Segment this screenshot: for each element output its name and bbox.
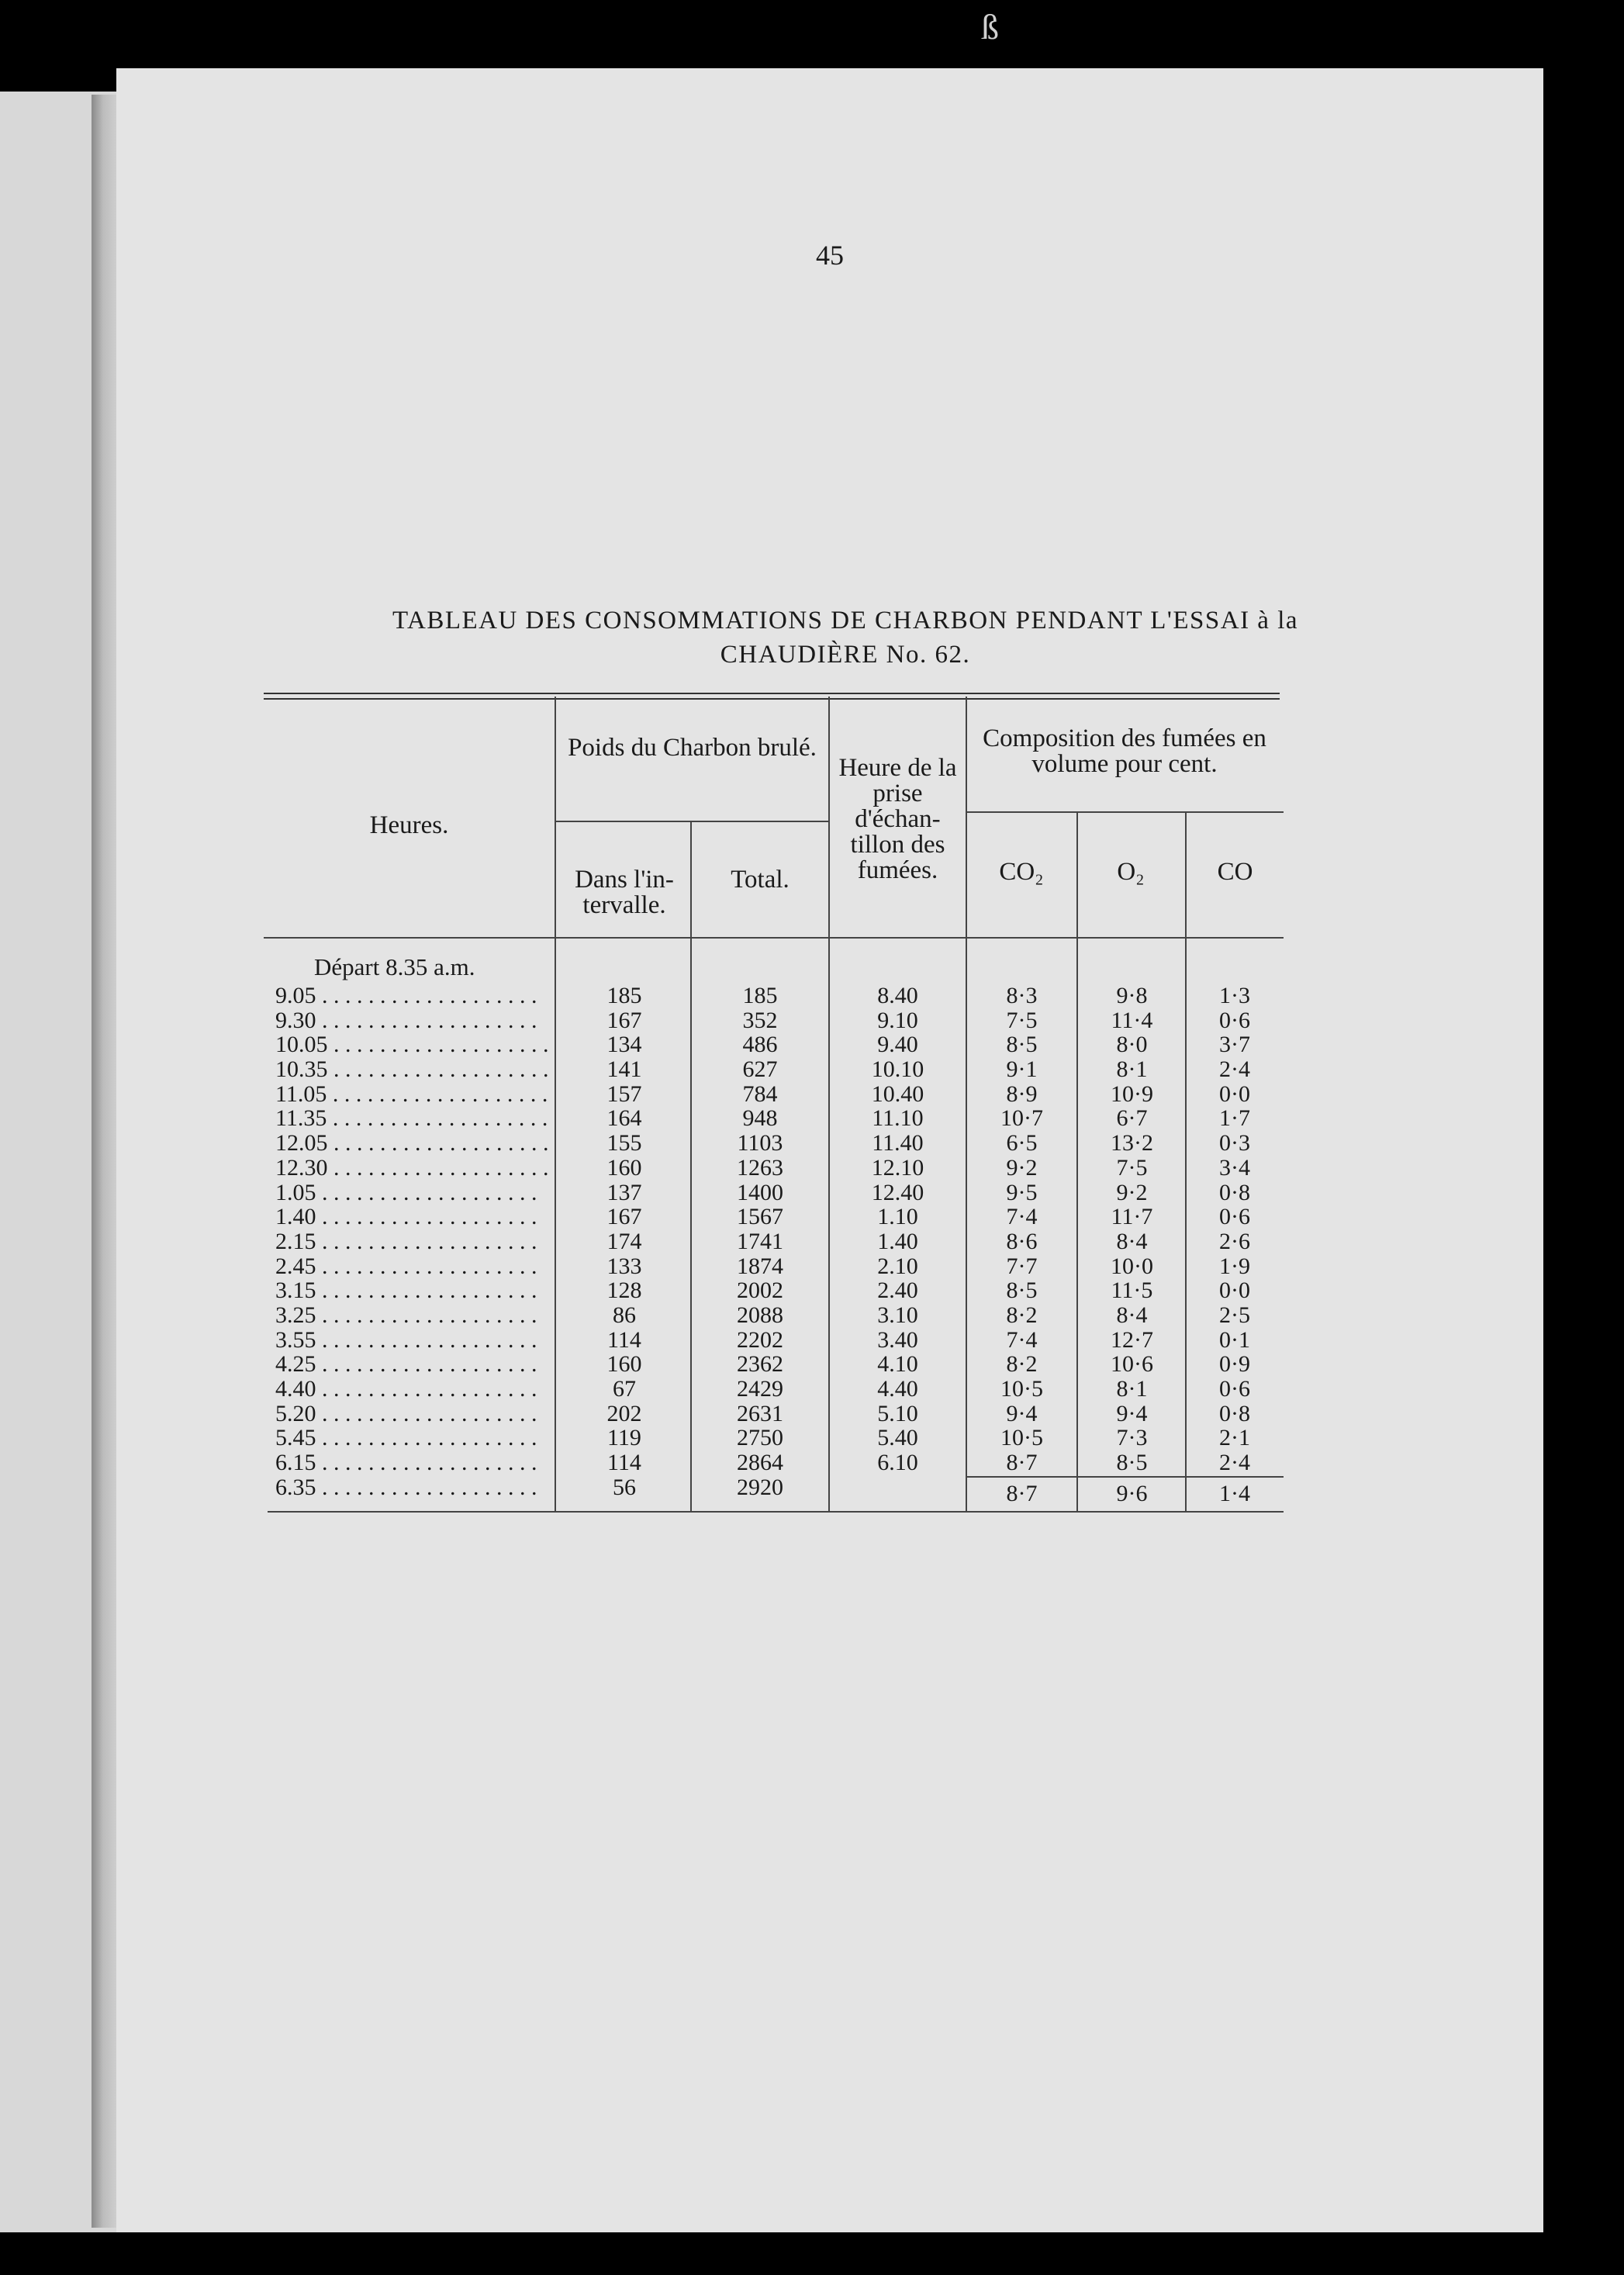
heures-cell: 4.40 . . . . . . . . . . . . . . . . . . . [275,1376,537,1402]
co2-cell: 8·2 [1006,1302,1038,1328]
co2-cell: 8·5 [1006,1278,1038,1304]
dans-intervalle-cell: 114 [607,1326,641,1353]
dans-intervalle-cell: 56 [613,1474,636,1500]
total-cell: 1741 [737,1228,783,1254]
divider [555,697,556,1511]
header-poids: Poids du Charbon brulé. [568,734,817,762]
average-co2: 8·7 [1006,1481,1038,1506]
dans-intervalle-cell: 167 [606,1007,642,1033]
o2-cell: 8·0 [1116,1032,1148,1058]
heure-prise-cell: 2.40 [877,1278,918,1304]
o2-cell: 7·5 [1116,1154,1148,1181]
header-composition: Composition des fumées en volume pour cent. [983,724,1266,778]
heures-cell: 6.15 . . . . . . . . . . . . . . . . . . . [275,1450,537,1476]
o2-cell: 9·4 [1116,1400,1148,1426]
co-cell: 0·9 [1219,1351,1250,1378]
co-cell: 0·6 [1219,1376,1250,1402]
o2-cell: 11·7 [1111,1204,1153,1230]
total-cell: 2362 [737,1351,783,1378]
header-co: CO [1217,858,1253,886]
co-cell: 2·5 [1219,1302,1250,1328]
heures-cell: 6.35 . . . . . . . . . . . . . . . . . . . [275,1474,537,1500]
co-cell: 0·3 [1219,1130,1250,1157]
o2-cell: 8·4 [1116,1228,1148,1254]
co2-cell: 8·5 [1006,1032,1038,1058]
dans-intervalle-cell: 160 [606,1351,642,1378]
dans-intervalle-cell: 86 [613,1302,636,1328]
heures-cell: 10.35 . . . . . . . . . . . . . . . . . . . [275,1056,549,1083]
co-cell: 3·7 [1219,1032,1250,1058]
heure-prise-cell: 3.40 [877,1326,918,1353]
co2-cell: 7·7 [1006,1253,1038,1279]
heure-prise-cell: 8.40 [877,983,918,1008]
dans-intervalle-cell: 167 [606,1204,642,1230]
o2-cell: 8·5 [1116,1450,1148,1476]
average-co: 1·4 [1219,1481,1250,1506]
total-cell: 2631 [737,1400,783,1426]
dans-intervalle-cell: 202 [606,1400,642,1426]
dans-intervalle-cell: 114 [607,1450,641,1476]
document-page [116,68,1543,2232]
co-cell: 2·4 [1219,1450,1250,1476]
o2-cell: 11·5 [1111,1278,1153,1304]
co2-cell: 7·4 [1006,1326,1038,1353]
heures-cell: 9.05 . . . . . . . . . . . . . . . . . . . [275,983,537,1008]
dans-intervalle-cell: 174 [606,1228,642,1254]
o2-cell: 11·4 [1111,1007,1153,1033]
co2-cell: 10·7 [1000,1105,1043,1132]
total-cell: 2088 [737,1302,783,1328]
header-rule [555,821,828,822]
o2-cell: 8·4 [1116,1302,1148,1328]
top-rule-2 [264,698,1280,700]
heures-cell: 3.55 . . . . . . . . . . . . . . . . . . . [275,1326,537,1353]
heures-cell: 9.30 . . . . . . . . . . . . . . . . . . . [275,1007,537,1033]
dans-intervalle-cell: 137 [606,1179,642,1205]
heures-cell: 10.05 . . . . . . . . . . . . . . . . . . . [275,1032,549,1058]
heure-prise-cell: 1.10 [877,1204,918,1230]
o2-cell: 10·0 [1111,1253,1153,1279]
co2-cell: 8·7 [1006,1450,1038,1476]
o2-cell: 8·1 [1116,1376,1148,1402]
total-cell: 627 [742,1056,778,1083]
co2-cell: 8·2 [1006,1351,1038,1378]
heures-cell: 4.25 . . . . . . . . . . . . . . . . . . . [275,1351,537,1378]
header-total: Total. [731,866,790,894]
co-cell: 0·6 [1219,1007,1250,1033]
heure-prise-cell: 2.10 [877,1253,918,1279]
header-dans-intervalle: Dans l'in-tervalle. [575,866,674,919]
corner-mark: ß [981,7,999,47]
table-title [271,603,1419,672]
total-cell: 1874 [737,1253,783,1279]
co-cell: 0·6 [1219,1204,1250,1230]
total-cell: 784 [742,1080,778,1107]
divider [1185,813,1187,1511]
co-cell: 1·9 [1219,1253,1250,1279]
co-cell: 0·8 [1219,1179,1250,1205]
heure-prise-cell: 5.10 [877,1400,918,1426]
heures-cell: 1.40 . . . . . . . . . . . . . . . . . . . [275,1204,537,1230]
dans-intervalle-column [562,984,686,1499]
average-o2: 9·6 [1116,1481,1148,1506]
heures-cell: 3.25 . . . . . . . . . . . . . . . . . . . [275,1302,537,1328]
heure-prise-cell: 9.10 [877,1007,918,1033]
divider [828,697,830,1511]
title-line-2: CHAUDIÈRE No. 62. [720,641,971,669]
heure-prise-column [834,984,962,1475]
co-cell: 0·1 [1219,1326,1250,1353]
heure-prise-cell: 11.10 [872,1105,924,1132]
heure-prise-cell: 4.10 [877,1351,918,1378]
o2-cell: 6·7 [1116,1105,1148,1132]
total-cell: 1400 [737,1179,783,1205]
average-rule [966,1476,1284,1478]
co-cell: 2·6 [1219,1228,1250,1254]
total-cell: 2429 [737,1376,783,1402]
total-cell: 2002 [737,1278,783,1304]
co-column [1188,984,1281,1475]
header-heure-prise: Heure de la prise d'échan-tillon des fumées. [838,754,957,884]
dans-intervalle-cell: 160 [606,1154,642,1181]
co-cell: 1·3 [1219,983,1250,1008]
header-o2: O₂ [1117,858,1145,886]
top-rule [264,693,1280,694]
total-cell: 486 [742,1032,778,1058]
title-line-1: TABLEAU DES CONSOMMATIONS DE CHARBON PENDANT L'ESSAI à la [392,607,1299,634]
o2-cell: 9·2 [1116,1179,1148,1205]
o2-cell: 8·1 [1116,1056,1148,1083]
co2-cell: 8·6 [1006,1228,1038,1254]
heures-cell: 1.05 . . . . . . . . . . . . . . . . . . . [275,1179,537,1205]
co2-cell: 9·5 [1006,1179,1038,1205]
heure-prise-cell: 6.10 [877,1450,918,1476]
divider [966,697,967,1511]
dans-intervalle-cell: 134 [606,1032,642,1058]
co-cell: 0·8 [1219,1400,1250,1426]
dans-intervalle-cell: 157 [606,1080,642,1107]
heure-prise-cell: 11.40 [872,1130,924,1157]
header-heures: Heures. [369,811,449,839]
header-rule [966,811,1284,813]
total-cell: 185 [742,983,778,1008]
co-cell: 1·7 [1219,1105,1250,1132]
heure-prise-cell: 9.40 [877,1032,918,1058]
co2-cell: 7·5 [1006,1007,1038,1033]
heure-prise-cell: 12.10 [871,1154,924,1181]
total-cell: 1263 [737,1154,783,1181]
header-co2: CO₂ [999,858,1044,886]
dans-intervalle-cell: 67 [613,1376,636,1402]
dans-intervalle-cell: 133 [606,1253,642,1279]
heures-cell: 5.45 . . . . . . . . . . . . . . . . . . . [275,1425,537,1451]
heure-prise-cell: 3.10 [877,1302,918,1328]
heures-cell: 11.35 . . . . . . . . . . . . . . . . . . . [275,1105,548,1132]
total-cell: 2750 [737,1425,783,1451]
dans-intervalle-cell: 185 [606,983,642,1008]
o2-cell: 12·7 [1111,1326,1153,1353]
co-cell: 0·0 [1219,1080,1250,1107]
co-cell: 0·0 [1219,1278,1250,1304]
co-cell: 2·1 [1219,1425,1250,1451]
total-cell: 2202 [737,1326,783,1353]
depart-label: Départ 8.35 a.m. [314,953,475,980]
page-number: 45 [816,240,844,271]
heures-cell: 12.05 . . . . . . . . . . . . . . . . . . . [275,1130,549,1157]
heure-prise-cell: 10.40 [871,1080,924,1107]
divider [690,821,692,1511]
total-column [694,984,826,1499]
heures-cell: 5.20 . . . . . . . . . . . . . . . . . . . [275,1400,537,1426]
co2-cell: 9·4 [1006,1400,1038,1426]
heures-cell: 11.05 . . . . . . . . . . . . . . . . . . . [275,1080,548,1107]
o2-cell: 7·3 [1116,1425,1148,1451]
co2-column [969,984,1074,1475]
heure-prise-cell: 1.40 [877,1228,918,1254]
dans-intervalle-cell: 128 [606,1278,642,1304]
o2-cell: 10·6 [1111,1351,1153,1378]
co2-cell: 9·2 [1006,1154,1038,1181]
total-cell: 352 [742,1007,778,1033]
dans-intervalle-cell: 155 [606,1130,642,1157]
heure-prise-cell: 4.40 [877,1376,918,1402]
co2-cell: 10·5 [1000,1425,1043,1451]
co2-cell: 10·5 [1000,1376,1043,1402]
o2-cell: 10·9 [1111,1080,1153,1107]
heure-prise-cell: 12.40 [871,1179,924,1205]
co-cell: 3·4 [1219,1154,1250,1181]
heure-prise-cell: 10.10 [871,1056,924,1083]
total-cell: 948 [742,1105,778,1132]
total-cell: 2920 [737,1474,783,1500]
co2-cell: 9·1 [1006,1056,1038,1083]
co2-cell: 8·3 [1006,983,1038,1008]
o2-column [1080,984,1184,1475]
co2-cell: 7·4 [1006,1204,1038,1230]
total-cell: 1567 [737,1204,783,1230]
header-bottom-rule [264,937,1284,939]
heures-cell: 3.15 . . . . . . . . . . . . . . . . . . . [275,1278,537,1304]
heures-cell: 2.45 . . . . . . . . . . . . . . . . . . . [275,1253,537,1279]
total-cell: 2864 [737,1450,783,1476]
o2-cell: 13·2 [1111,1130,1153,1157]
divider [1076,813,1078,1511]
dans-intervalle-cell: 119 [607,1425,641,1451]
bottom-rule [268,1511,1284,1513]
total-cell: 1103 [737,1130,783,1157]
co2-cell: 8·9 [1006,1080,1038,1107]
o2-cell: 9·8 [1116,983,1148,1008]
co-cell: 2·4 [1219,1056,1250,1083]
heure-prise-cell: 5.40 [877,1425,918,1451]
heures-cell: 2.15 . . . . . . . . . . . . . . . . . . . [275,1228,537,1254]
dans-intervalle-cell: 164 [606,1105,642,1132]
heures-cell: 12.30 . . . . . . . . . . . . . . . . . . . [275,1154,549,1181]
heures-column [275,984,551,1499]
dans-intervalle-cell: 141 [606,1056,642,1083]
co2-cell: 6·5 [1006,1130,1038,1157]
